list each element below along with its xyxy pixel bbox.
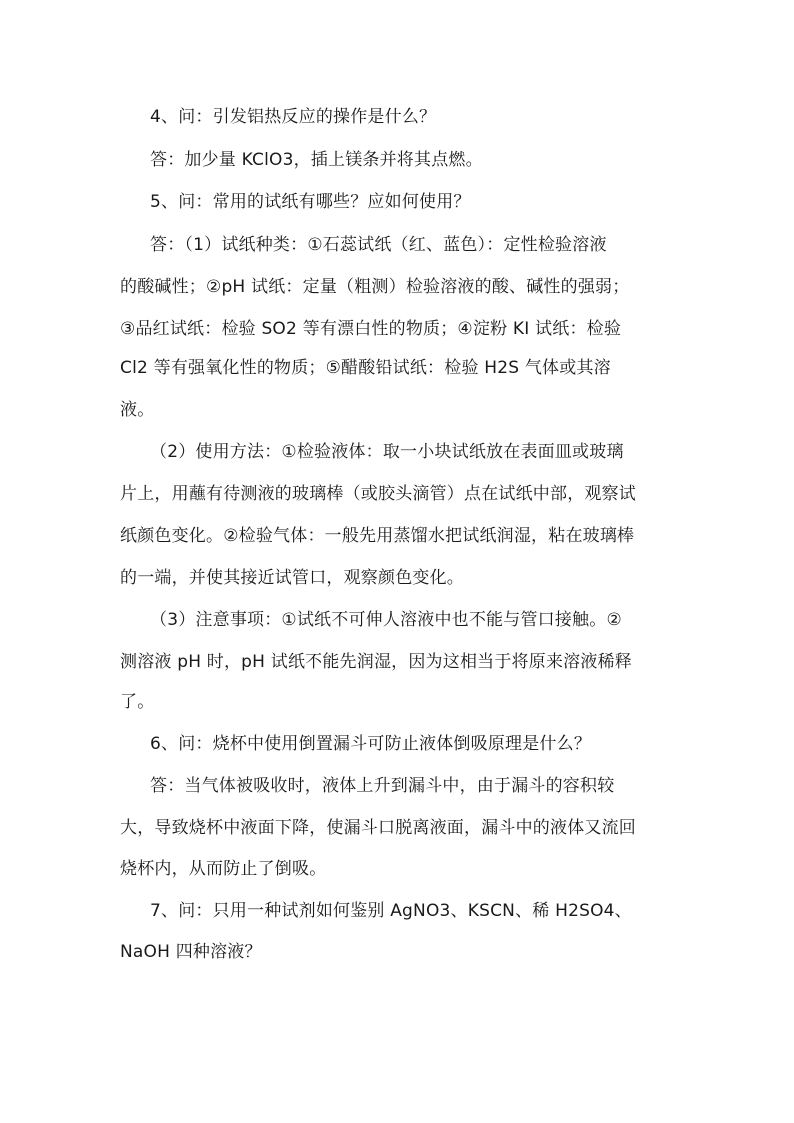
question-6: 6、问：烧杯中使用倒置漏斗可防止液体倒吸原理是什么？ <box>150 734 592 754</box>
answer-5-line: （2）使用方法：①检验液体：取一小块试纸放在表面皿或玻璃 <box>150 442 624 462</box>
question-7: 7、问：只用一种试剂如何鉴别 AgNO3、KSCN、稀 H2SO4、 <box>150 901 632 921</box>
answer-5-line: 片上，用蘸有待测液的玻璃棒（或胶头滴管）点在试纸中部，观察试 <box>120 484 636 504</box>
answer-5-line: （3）注意事项：①试纸不可伸人溶液中也不能与管口接触。② <box>150 610 622 630</box>
answer-6-line: 烧杯内，从而防止了倒吸。 <box>120 859 327 879</box>
question-7-continued: NaOH 四种溶液？ <box>120 942 262 962</box>
answer-5-line: 测溶液 pH 时，pH 试纸不能先润湿，因为这相当于将原来溶液稀释 <box>120 652 632 672</box>
answer-5-line: 的一端，并使其接近试管口，观察颜色变化。 <box>120 568 464 588</box>
answer-5-line: 液。 <box>120 400 155 420</box>
answer-5-line: Cl2 等有强氧化性的物质；⑤醋酸铅试纸：检验 H2S 气体或其溶 <box>120 358 611 378</box>
answer-5-line: 纸颜色变化。②检验气体：一般先用蒸馏水把试纸润湿，粘在玻璃棒 <box>120 526 635 546</box>
answer-5-line: ③品红试纸：检验 SO2 等有漂白性的物质；④淀粉 KI 试纸：检验 <box>120 319 622 339</box>
answer-6-line: 答：当气体被吸收时，液体上升到漏斗中，由于漏斗的容积较 <box>150 776 615 796</box>
answer-5-line: 答：（1）试纸种类：①石蕊试纸（红、蓝色）：定性检验溶液 <box>150 235 607 255</box>
answer-4: 答：加少量 KClO3，插上镁条并将其点燃。 <box>150 150 483 170</box>
question-5: 5、问：常用的试纸有哪些？应如何使用？ <box>150 192 471 212</box>
answer-5-line: 的酸碱性；②pH 试纸：定量（粗测）检验溶液的酸、碱性的强弱； <box>120 277 630 297</box>
answer-5-line: 了。 <box>120 692 155 712</box>
question-4: 4、问：引发铝热反应的操作是什么？ <box>150 107 437 127</box>
answer-6-line: 大，导致烧杯中液面下降，使漏斗口脱离液面，漏斗中的液体又流回 <box>120 818 636 838</box>
